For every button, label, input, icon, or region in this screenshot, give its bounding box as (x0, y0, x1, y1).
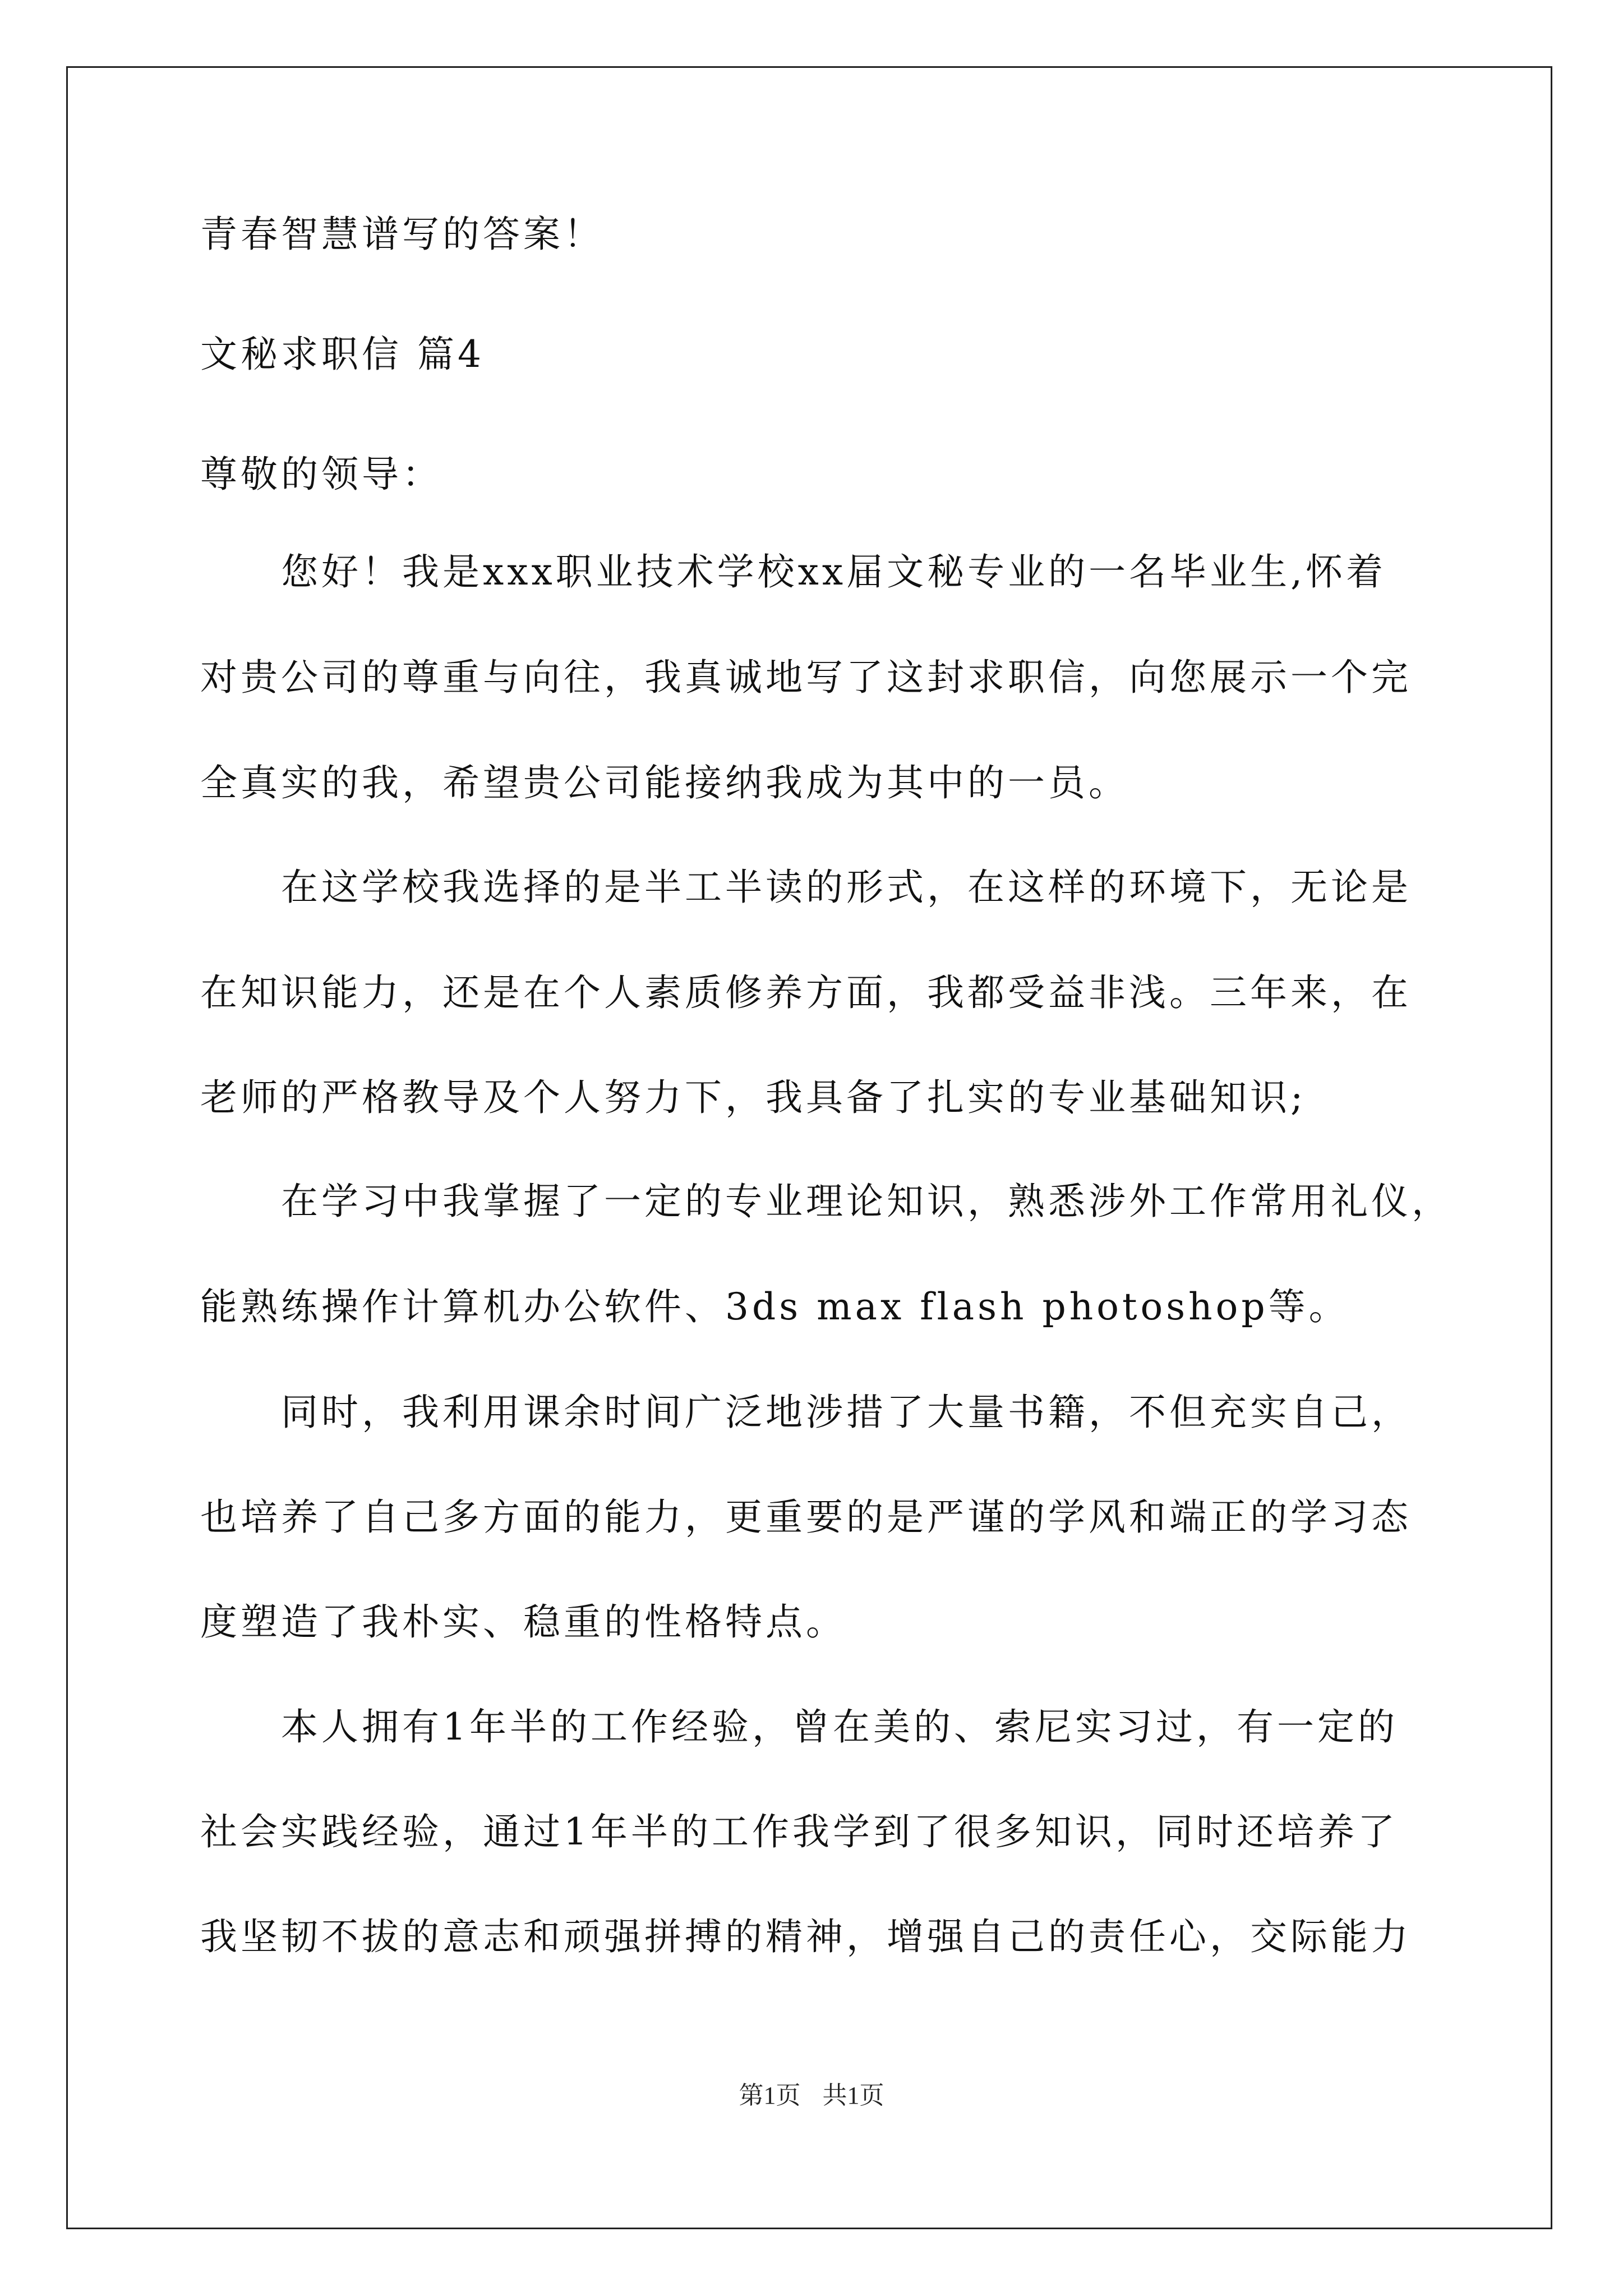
text-line: 也培养了自己多方面的能力，更重要的是严谨的学风和端正的学习态 (200, 1496, 1412, 1539)
text-line: 青春智慧谱写的答案！ (200, 213, 604, 256)
text-line: 我坚韧不拔的意志和顽强拼搏的精神，增强自己的责任心，交际能力 (200, 1915, 1412, 1958)
text-line: 在知识能力，还是在个人素质修养方面，我都受益非浅。三年来，在 (200, 971, 1412, 1014)
text-line: 能熟练操作计算机办公软件、3ds max flash photoshop等。 (200, 1285, 1349, 1328)
text-line: 全真实的我，希望贵公司能接纳我成为其中的一员。 (200, 761, 1129, 804)
text-line: 在这学校我选择的是半工半读的形式，在这样的环境下，无论是 (200, 866, 1412, 909)
text-line: 您好！我是xxx职业技术学校xx届文秘专业的一名毕业生,怀着 (200, 550, 1387, 593)
text-line: 对贵公司的尊重与向往，我真诚地写了这封求职信，向您展示一个完 (200, 656, 1412, 699)
text-line: 度塑造了我朴实、稳重的性格特点。 (200, 1600, 846, 1644)
salutation: 尊敬的领导： (200, 453, 442, 496)
text-line: 社会实践经验，通过1年半的工作我学到了很多知识，同时还培养了 (200, 1810, 1398, 1853)
section-heading: 文秘求职信 篇4 (200, 333, 485, 376)
page-total: 共1页 (822, 2082, 884, 2109)
text-line: 在学习中我掌握了一定的专业理论知识，熟悉涉外工作常用礼仪， (200, 1180, 1452, 1223)
page-border (66, 66, 1552, 2229)
text-line: 老师的严格教导及个人努力下，我具备了扎实的专业基础知识; (200, 1076, 1307, 1119)
page-footer (0, 2080, 1623, 2111)
text-line: 同时，我利用课余时间广泛地涉措了大量书籍，不但充实自己， (200, 1391, 1412, 1434)
page-number: 第1页 (739, 2082, 801, 2109)
text-line: 本人拥有1年半的工作经验，曾在美的、索尼实习过，有一定的 (200, 1705, 1398, 1749)
